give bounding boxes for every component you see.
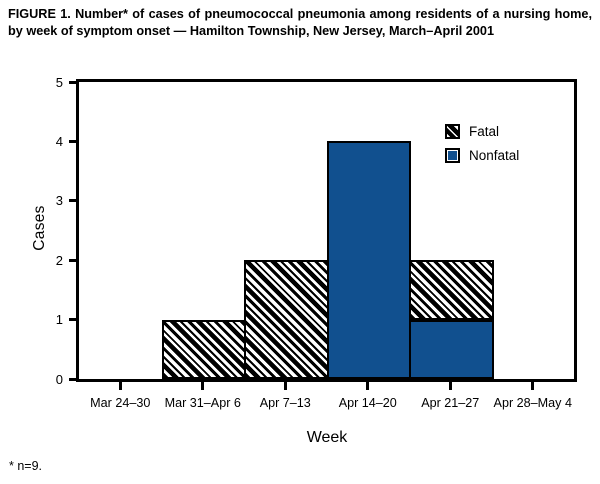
x-axis-tick-label: Apr 28–May 4 [493,396,572,410]
bar-segment-fatal [162,320,247,379]
x-axis-tick [531,382,534,390]
legend-label: Fatal [469,124,500,139]
y-axis-tick-label: 5 [55,74,63,90]
y-axis-tick [69,318,76,321]
x-axis-tick [284,382,287,390]
legend-swatch-fatal-icon [445,124,460,139]
x-axis-tick [366,382,369,390]
bar-segment-fatal [409,260,494,319]
x-axis-tick [119,382,122,390]
y-axis-tick-label: 2 [55,252,63,268]
bar-segment-nonfatal [327,141,412,379]
y-axis-title: Cases [31,205,48,251]
bar-segment-nonfatal [409,320,494,379]
legend [445,124,519,163]
y-axis-tick-label: 3 [55,193,63,209]
y-axis-tick-label: 4 [55,133,63,149]
x-axis-title: Week [306,429,348,446]
x-axis-tick-label: Apr 21–27 [421,396,480,410]
footnote: * n=9. [9,459,43,473]
plot-area [55,74,577,410]
y-axis-tick [69,199,76,202]
y-axis-tick [69,259,76,262]
legend-item-fatal [445,124,519,139]
x-axis-tick [201,382,204,390]
x-axis-tick-label: Mar 31–Apr 6 [164,396,241,410]
y-axis-tick [69,81,76,84]
x-axis-tick-label: Apr 7–13 [259,396,311,410]
legend-swatch-nonfatal-icon [445,148,460,163]
x-axis-tick-label: Mar 24–30 [90,396,151,410]
y-axis-tick-label: 0 [55,371,63,387]
x-axis-tick-label: Apr 14–20 [338,396,397,410]
y-axis-tick-label: 1 [55,312,63,328]
legend-label: Nonfatal [469,148,520,163]
bar-segment-fatal [244,260,329,379]
figure-title: FIGURE 1. Number* of cases of pneumococcal pneumonia among residents of a nursing home, by week of symptom onset — Hamilton Township, New Jersey, March–April 2001 [8,7,592,39]
y-axis-tick [69,140,76,143]
x-axis-tick [449,382,452,390]
legend-item-nonfatal [445,148,519,163]
y-axis-tick [69,378,76,381]
